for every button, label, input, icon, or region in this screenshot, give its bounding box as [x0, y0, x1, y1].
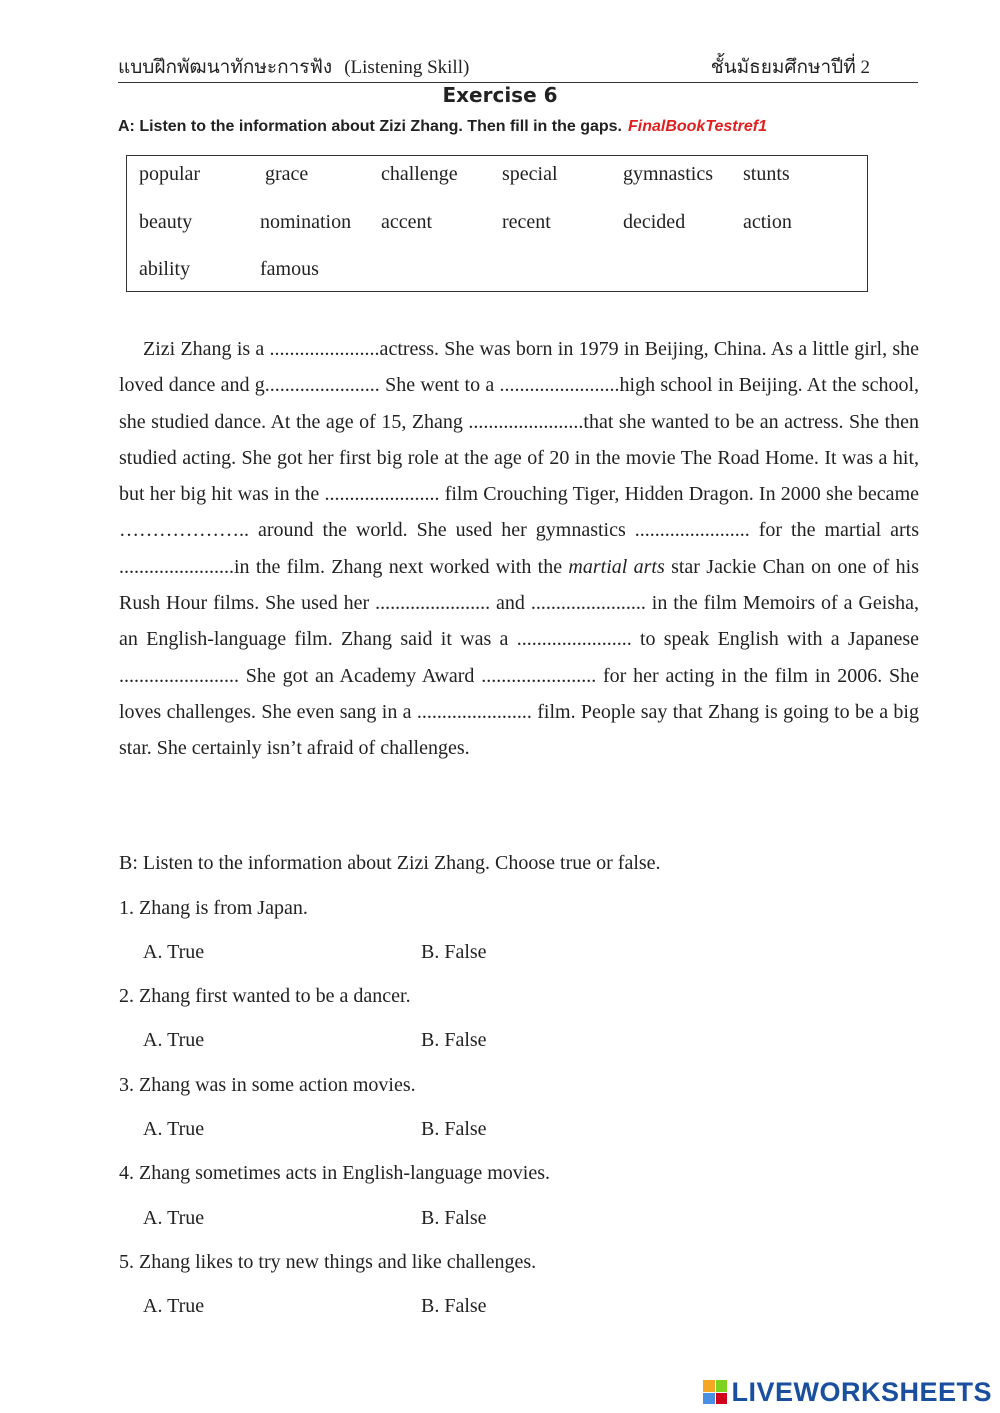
question-3: 3. Zhang was in some action movies.: [119, 1074, 416, 1096]
word-bank-item: accent: [381, 211, 433, 233]
word-bank-item: recent: [502, 211, 551, 233]
header-thai-title: แบบฝึกพัฒนาทักษะการฟัง: [118, 57, 333, 78]
header-left: [118, 52, 469, 82]
option-false[interactable]: B. False: [421, 1207, 487, 1229]
option-true[interactable]: A. True: [143, 1118, 205, 1140]
logo-mark-icon: [703, 1380, 727, 1404]
option-true[interactable]: A. True: [143, 1295, 205, 1317]
word-bank-item: challenge: [381, 163, 458, 185]
question-5: 5. Zhang likes to try new things and like challenges.: [119, 1251, 537, 1273]
header-english-title: (Listening Skill): [344, 57, 470, 78]
word-bank-item: ability: [139, 258, 191, 280]
option-false[interactable]: B. False: [421, 1295, 487, 1317]
option-true[interactable]: A. True: [143, 941, 205, 963]
word-bank: [126, 155, 868, 292]
question-2: 2. Zhang first wanted to be a dancer.: [119, 985, 411, 1007]
word-bank-item: stunts: [743, 163, 790, 185]
word-bank-item: decided: [623, 211, 686, 233]
cloze-paragraph: [119, 331, 919, 767]
part-b-instruction: B: Listen to the information about Zizi Zhang. Choose true or false.: [119, 852, 661, 874]
paragraph-text-part-2: star Jackie Chan on one of his Rush Hour films. She used her ....................... and ....................... in the film Memoirs of a Geisha, an English-language film. Zhang said it was a ....................... to speak English with a Japanese ........................ She got an Academy Award ....................... for her acting in the film in 2006. She loves challenges. She even sang in a ....................... film. People say that Zhang is going to be a big star. She certainly isn’t afraid of challenges.: [119, 555, 919, 760]
word-bank-item: beauty: [139, 211, 193, 233]
word-bank-item: famous: [260, 258, 319, 280]
option-true[interactable]: A. True: [143, 1207, 205, 1229]
option-false[interactable]: B. False: [421, 1118, 487, 1140]
part-a-instruction-text: A: Listen to the information about Zizi Zhang. Then fill in the gaps.: [118, 118, 622, 135]
word-bank-item: grace: [265, 163, 309, 185]
option-false[interactable]: B. False: [421, 1029, 487, 1051]
word-bank-item: nomination: [260, 211, 352, 233]
word-bank-item: gymnastics: [623, 163, 713, 185]
exercise-title: Exercise 6: [442, 83, 558, 107]
question-1: 1. Zhang is from Japan.: [119, 897, 308, 919]
word-bank-item: special: [502, 163, 558, 185]
page-header: [118, 50, 918, 83]
header-grade: ชั้นมัธยมศึกษาปีที่ 2: [710, 57, 870, 78]
paragraph-text-part-1: Zizi Zhang is a ......................actress. She was born in 1979 in Beijing, China. As a little girl, she loved dance and g....................... She went to a ........................high school in Beijing. At the school, she studied dance. At the age of 15, Zhang .......................that she wanted to be an actress. She then studied acting. She got her first big role at the age of 20 in the movie The Road Home. It was a hit, but her big hit was in the ....................... film Crouching Tiger, Hidden Dragon. In 2000 she became ……………….. around the world. She used her gymnastics ....................... for the martial arts .......................in the film. Zhang next worked with the: [119, 338, 919, 578]
part-a-instruction: [118, 118, 767, 136]
liveworksheets-logo[interactable]: [703, 1377, 992, 1407]
question-4: 4. Zhang sometimes acts in English-language movies.: [119, 1162, 551, 1184]
paragraph-italic: martial arts: [568, 555, 665, 578]
word-bank-item: action: [743, 211, 792, 233]
option-true[interactable]: A. True: [143, 1029, 205, 1051]
word-bank-item: popular: [139, 163, 201, 185]
logo-text: LIVEWORKSHEETS: [731, 1376, 992, 1407]
reference-code: FinalBookTestref1: [627, 118, 767, 135]
option-false[interactable]: B. False: [421, 941, 487, 963]
